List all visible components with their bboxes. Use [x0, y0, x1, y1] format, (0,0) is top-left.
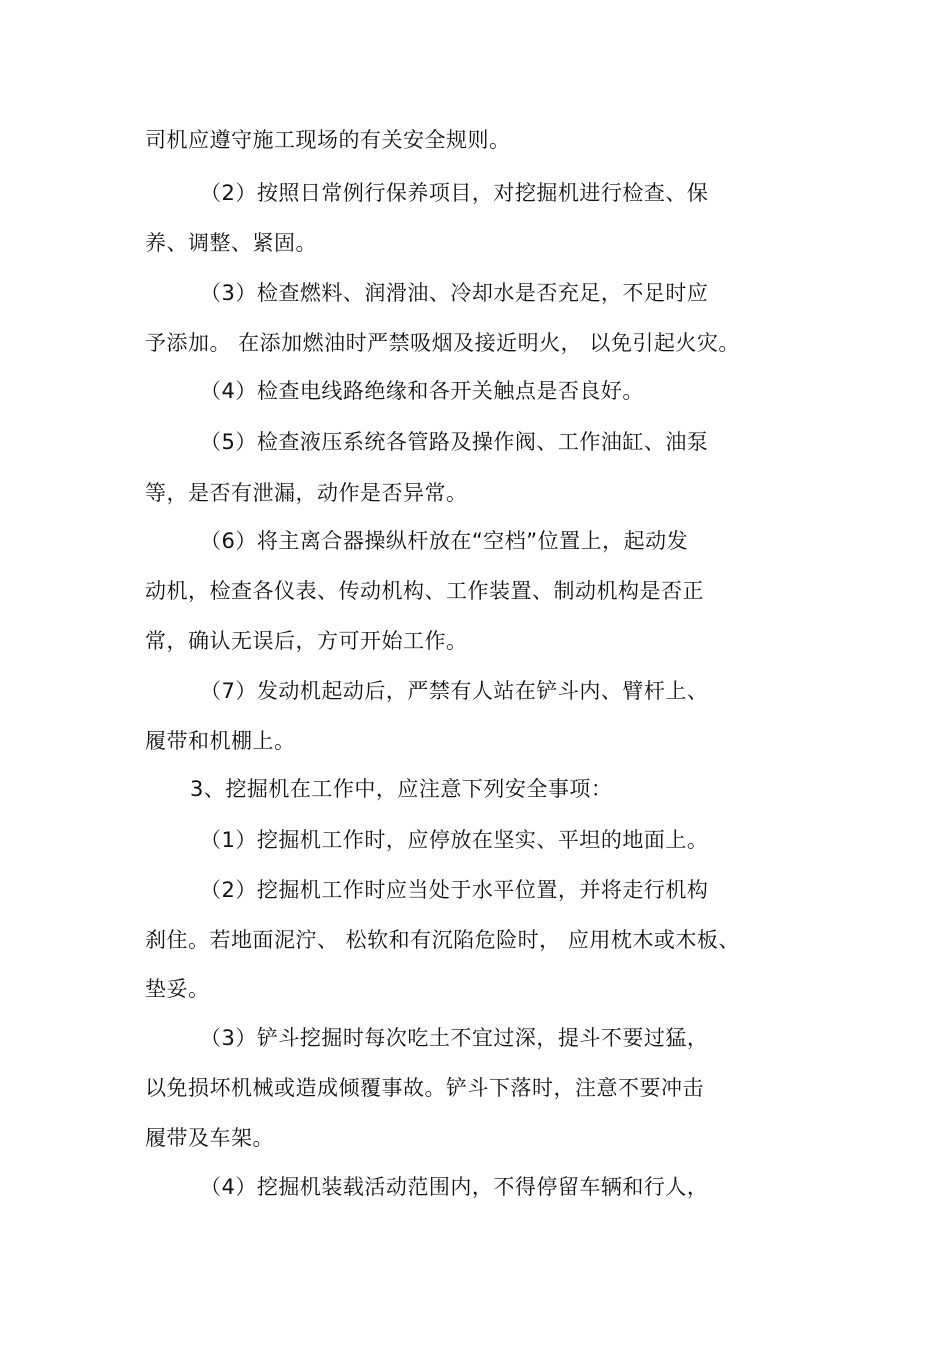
paragraph-line: （5）检查液压系统各管路及操作阀、工作油缸、油泵: [200, 430, 709, 454]
paragraph-line: 垫妥。: [145, 977, 210, 1001]
paragraph-line: （3）铲斗挖掘时每次吃土不宜过深，提斗不要过猛，: [200, 1026, 709, 1050]
paragraph-line: 养、调整、紧固。: [145, 231, 317, 255]
paragraph-line: （6）将主离合器操纵杆放在“空档”位置上，起动发: [200, 529, 689, 553]
paragraph-line: 刹住。若地面泥泞、 松软和有沉陷危险时， 应用枕木或木板、: [145, 928, 740, 952]
paragraph-line: （4）挖掘机装载活动范围内，不得停留车辆和行人，: [200, 1175, 709, 1199]
paragraph-line: （7）发动机起动后，严禁有人站在铲斗内、臂杆上、: [200, 679, 709, 703]
paragraph-line: （1）挖掘机工作时，应停放在坚实、平坦的地面上。: [200, 828, 709, 852]
paragraph-line: 等，是否有泄漏，动作是否异常。: [145, 481, 468, 505]
paragraph-line: （2）按照日常例行保养项目，对挖掘机进行检查、保: [200, 181, 709, 205]
paragraph-line: 常，确认无误后，方可开始工作。: [145, 629, 468, 653]
paragraph-line: 履带及车架。: [145, 1126, 274, 1150]
paragraph-line: （2）挖掘机工作时应当处于水平位置，并将走行机构: [200, 878, 709, 902]
paragraph-line: （4）检查电线路绝缘和各开关触点是否良好。: [200, 379, 644, 403]
paragraph-line: 以免损坏机械或造成倾覆事故。铲斗下落时，注意不要冲击: [145, 1076, 704, 1100]
section-heading: 3、挖掘机在工作中，应注意下列安全事项：: [190, 777, 613, 801]
paragraph-line: 司机应遵守施工现场的有关安全规则。: [145, 128, 511, 152]
paragraph-line: （3）检查燃料、润滑油、冷却水是否充足，不足时应: [200, 281, 709, 305]
paragraph-line: 动机，检查各仪表、传动机构、工作装置、制动机构是否正: [145, 579, 704, 603]
paragraph-line: 履带和机棚上。: [145, 729, 296, 753]
paragraph-line: 予添加。 在添加燃油时严禁吸烟及接近明火， 以免引起火灾。: [145, 331, 740, 355]
